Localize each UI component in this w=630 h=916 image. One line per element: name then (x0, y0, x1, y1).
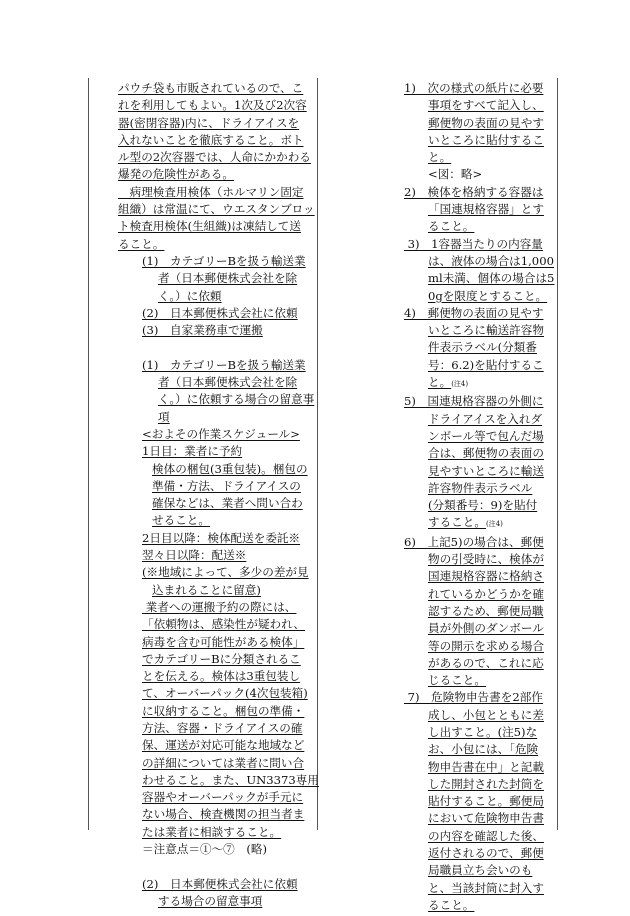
right-line-text: があるので、これに応 (428, 655, 544, 670)
left-line (118, 634, 314, 651)
right-line (404, 689, 554, 706)
right-line-text: ること。 (428, 897, 475, 912)
left-line-text: でカテゴリーBに分類されるこ (142, 651, 301, 666)
left-line-text: 者（日本郵便株式会社を除 (158, 375, 298, 390)
right-line (404, 480, 554, 497)
left-line-text: 入れないことを徹底すること。ボト (118, 132, 304, 147)
left-line-text: 病毒を含む可能性がある検体」 (142, 634, 305, 649)
right-line-text: ンボール等で包んだ場 (428, 428, 544, 443)
right-line (404, 497, 554, 514)
right-line (404, 845, 554, 862)
right-line (404, 201, 554, 218)
left-line (118, 547, 314, 564)
left-line (118, 253, 314, 270)
left-line-text: パウチ袋も市販されているので、こ (118, 81, 304, 95)
right-line-text: 4) 郵便物の表面の見やす (404, 305, 544, 320)
right-line (404, 828, 554, 845)
left-line (118, 357, 314, 374)
left-text-column (118, 80, 319, 910)
right-line (404, 603, 554, 620)
right-line (404, 132, 554, 149)
left-line-text: わせること。また、UN3373専用 (142, 772, 319, 787)
right-footnote-ref: (注4) (485, 520, 503, 529)
left-line-text: 「依頼物は、感染性が疑われ、 (142, 617, 306, 632)
left-line-text: 込まれることに留意) (152, 582, 261, 597)
right-line-text: れているかどうかを確 (428, 586, 544, 601)
left-line-text: とを伝える。検体は3重包装し (142, 669, 301, 684)
left-line-text: 業者への運搬予約の際には、 (142, 599, 297, 614)
right-line (404, 862, 554, 879)
right-line (404, 428, 554, 445)
right-line (404, 374, 554, 393)
right-line-text: ドライアイスを入れダ (428, 411, 543, 426)
right-line-text: と。 (428, 150, 452, 165)
left-line (118, 858, 314, 875)
right-line (404, 218, 554, 235)
right-line (404, 184, 554, 201)
right-line-text: 物の引受時に、検体が (428, 552, 544, 567)
right-column-rule (557, 78, 558, 830)
left-line (118, 270, 314, 287)
right-line-text: 局職員立ち会いのも (428, 863, 533, 878)
right-line-text: 成し、小包とともに差 (428, 707, 544, 722)
right-line-text: し出すこと。(注5)な (428, 724, 538, 739)
right-line (404, 115, 554, 132)
left-line-text: せること。 (152, 513, 210, 528)
left-line (118, 755, 314, 772)
left-line (118, 668, 314, 685)
right-line-text: じること。 (428, 673, 486, 688)
left-line-text: 器(密閉容器)内に、ドライアイスを (118, 115, 300, 130)
right-line (404, 534, 554, 551)
right-line (404, 411, 554, 428)
right-line (404, 97, 554, 114)
left-line-text: ＝注意点＝①～⑦ (略) (142, 842, 267, 857)
left-line-text: 1日目：業者に予約 (142, 444, 243, 459)
right-line-text: 貼付すること。郵便局 (428, 794, 544, 809)
right-line-text: 国連規格容器に格納さ (428, 569, 544, 584)
right-line-text: ること。 (428, 219, 475, 234)
left-line-text: て、オーバーパック(4次包装箱) (142, 686, 308, 701)
left-line-text: (2) 日本郵便株式会社に依頼 (142, 305, 298, 320)
right-line (404, 253, 554, 270)
right-line-text: と。 (428, 375, 452, 390)
right-line-text: 0gを限度とすること。 (428, 288, 548, 303)
right-line-text: お、小包には、「危険 (428, 742, 539, 757)
right-line (404, 810, 554, 827)
left-line-text: に収納すること。梱包の準備・ (142, 703, 305, 718)
right-line-text: 事項をすべて記入し、 (428, 98, 544, 113)
left-line (118, 582, 314, 599)
right-line (404, 638, 554, 655)
left-line-text: く。）に依頼 (158, 288, 222, 303)
right-footnote-ref: (注4) (451, 380, 469, 389)
right-line-text: 「国連規格容器」とす (428, 202, 544, 217)
left-line (118, 339, 314, 356)
right-line (404, 463, 554, 480)
right-line-text: (分類番号：9)を貼付 (428, 498, 538, 513)
right-line (404, 724, 554, 741)
left-line-text: 検体の梱包(3重包装)。梱包の (152, 461, 308, 476)
left-line (118, 409, 314, 426)
right-line (404, 776, 554, 793)
left-line-text: ない場合、検査機関の担当者ま (142, 807, 305, 822)
right-line-text: いところに輸送許容物 (428, 323, 544, 338)
left-line-text: 項 (158, 409, 170, 424)
left-line (118, 184, 314, 201)
left-line (118, 530, 314, 547)
right-line-text: 1) 次の様式の紙片に必要 (404, 81, 544, 95)
right-text-column (404, 80, 554, 914)
left-line-text: ト検査用検体(生組織)は凍結して送 (118, 219, 301, 234)
right-line-text: すること。 (428, 515, 486, 530)
left-line (118, 772, 319, 789)
right-line (404, 339, 554, 356)
right-line-text: 員が外側のダンボール (428, 621, 544, 636)
right-line (404, 288, 554, 305)
right-line (404, 707, 554, 724)
right-line-text: 2) 検体を格納する容器は (404, 184, 544, 199)
left-line (118, 461, 314, 478)
right-line-text: 許容物件表示ラベル (428, 480, 533, 495)
right-line (404, 880, 554, 897)
right-line (404, 357, 554, 374)
left-line-text: 準備・方法、ドライアイスの (152, 478, 301, 493)
right-line (404, 514, 554, 533)
left-line-text: (2) 日本郵便株式会社に依頼 (142, 876, 298, 891)
left-line (118, 841, 314, 858)
right-line-text: の内容を確認した後、 (428, 828, 544, 843)
left-line (118, 305, 314, 322)
left-line (118, 599, 314, 616)
left-line-text: たは業者に相談すること。 (142, 824, 282, 839)
right-line (404, 305, 554, 322)
left-line (118, 426, 314, 443)
right-line-text: 返付されるので、郵便 (428, 846, 544, 861)
right-line (404, 551, 554, 568)
left-line (118, 97, 314, 114)
right-line (404, 897, 554, 914)
left-line-text: 病理検査用検体（ホルマリン固定 (118, 184, 304, 199)
right-line (404, 568, 554, 585)
right-line-text: した開封された封筒を (428, 776, 544, 791)
left-line-text: 方法、容器・ドライアイスの確 (142, 720, 303, 735)
right-line-text: 6) 上記5)の場合は、郵便 (404, 534, 544, 549)
right-line-text: 5) 国連規格容器の外側に (404, 394, 544, 409)
right-line (404, 620, 554, 637)
right-line-text: 見やすいところに輸送 (428, 463, 544, 478)
left-line-text: 翌々日以降：配送※ (142, 548, 247, 563)
right-line (404, 741, 554, 758)
left-line (118, 288, 314, 305)
left-line (118, 201, 314, 218)
right-line (404, 672, 554, 689)
right-line-text: は、液体の場合は1,000 (428, 253, 554, 268)
right-line (404, 80, 554, 97)
left-line-text: する場合の留意事項 (158, 893, 263, 908)
left-line-text: 組織）は常温にて、ウエスタンブロッ (118, 202, 315, 217)
left-line (118, 737, 314, 754)
right-line-text: ml未満、個体の場合は5 (428, 271, 555, 286)
left-line-text: 者（日本郵便株式会社を除 (158, 271, 298, 286)
left-line (118, 495, 314, 512)
left-line (118, 80, 314, 97)
left-line (118, 478, 314, 495)
left-line (118, 720, 314, 737)
right-line (404, 586, 554, 603)
right-line-text: 3) 1容器当たりの内容量 (404, 236, 543, 251)
left-line-text: 保、運送が対応可能な地域など (142, 738, 305, 753)
left-line (118, 166, 314, 183)
left-line (118, 893, 314, 910)
right-line (404, 322, 554, 339)
right-line-text: いところに貼付するこ (428, 132, 544, 147)
left-line (118, 322, 314, 339)
left-line (118, 115, 314, 132)
center-column-rule (317, 78, 318, 830)
left-line (118, 236, 314, 253)
right-line-text: と、当該封筒に封入す (428, 880, 544, 895)
left-line-text: く。）に依頼する場合の留意事 (158, 392, 315, 407)
right-line (404, 236, 554, 253)
left-line (118, 374, 314, 391)
right-line-text: 件表示ラベル(分類番 (428, 340, 537, 355)
left-line (118, 651, 314, 668)
right-line (404, 759, 554, 776)
right-line (404, 149, 554, 166)
left-line-text: 確保などは、業者へ問い合わ (152, 496, 303, 511)
right-line (404, 166, 554, 183)
right-line-text: <図：略> (428, 167, 483, 182)
left-line-text: (※地域によって、多少の差が見 (142, 565, 309, 580)
left-line-text: 2日目以降：検体配送を委託※ (142, 530, 301, 545)
left-line-text: 容器やオーバーパックが手元に (142, 790, 304, 805)
left-line (118, 149, 314, 166)
left-line (118, 806, 314, 823)
right-line-text: 号：6.2)を貼付するこ (428, 357, 544, 372)
right-line-text: において危険物申告書 (428, 811, 544, 826)
left-line (118, 616, 314, 633)
right-line (404, 270, 554, 287)
left-line (118, 564, 314, 581)
left-line-text: <およその作業スケジュール> (142, 426, 300, 441)
right-line (404, 393, 554, 410)
left-column-rule (88, 78, 89, 830)
left-line (118, 824, 314, 841)
left-line (118, 391, 314, 408)
left-line-text: (3) 自家業務車で運搬 (142, 323, 263, 338)
left-line-text: (1) カテゴリーBを扱う輸送業 (142, 357, 306, 372)
left-line-text: れを利用してもよい。1次及び2次容 (118, 98, 307, 113)
left-line (118, 443, 314, 460)
left-line-text: (1) カテゴリーBを扱う輸送業 (142, 253, 306, 268)
left-line (118, 876, 314, 893)
left-line (118, 132, 314, 149)
right-line-text: 物申告書在中」と記載 (428, 759, 544, 774)
left-line (118, 703, 314, 720)
left-line (118, 685, 314, 702)
left-line (118, 218, 314, 235)
left-line-text: ること。 (118, 236, 165, 251)
left-line (118, 512, 314, 529)
left-line (118, 789, 314, 806)
left-line-text: ル型の2次容器では、人命にかかわる (118, 150, 311, 165)
right-line-text: 等の開示を求める場合 (428, 638, 544, 653)
right-line (404, 445, 554, 462)
right-line-text: 7) 危険物申告書を2部作 (404, 690, 543, 705)
right-line-text: 認するため、郵便局職 (428, 603, 544, 618)
right-line-text: 合は、郵便物の表面の (428, 446, 544, 461)
right-line (404, 793, 554, 810)
right-line-text: 郵便物の表面の見やす (428, 115, 544, 130)
right-line (404, 655, 554, 672)
left-line-text: 爆発の危険性がある。 (118, 167, 234, 182)
left-line-text: の詳細については業者に問い合 (142, 755, 305, 770)
